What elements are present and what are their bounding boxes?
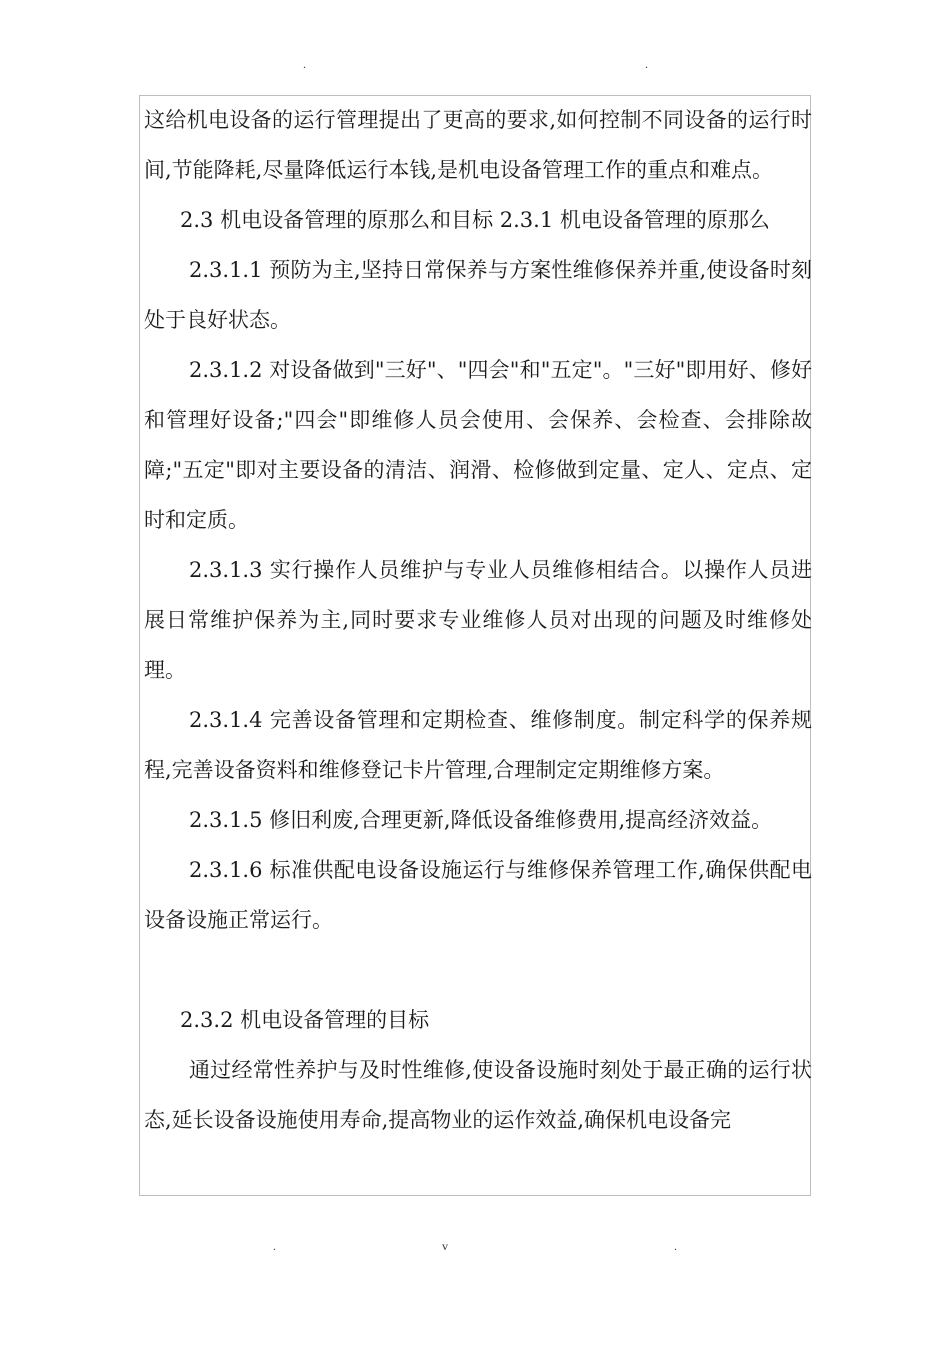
header-mark-left: . (303, 57, 306, 71)
footer-mark-left: . (273, 1239, 276, 1253)
section-heading-2-3: 2.3 机电设备管理的原那么和目标 2.3.1 机电设备管理的原那么 (180, 208, 770, 232)
paragraph-2-3-1-6: 2.3.1.6 标准供配电设备设施运行与维修保养管理工作,确保供配电设备设施正常运行。 (144, 858, 812, 932)
paragraph-2-3-1-1: 2.3.1.1 预防为主,坚持日常保养与方案性维修保养并重,使设备时刻处于良好状态。 (144, 258, 812, 332)
paragraph-2-3-1-2: 2.3.1.2 对设备做到"三好"、"四会"和"五定"。"三好"即用好、修好和管理好设备;"四会"即维修人员会使用、会保养、会检查、会排除故障;"五定"即对主要设备的清洁、润滑、检修做到定量、定人、定点、定时和定质。 (144, 358, 812, 532)
paragraph-2-3-1-3: 2.3.1.3 实行操作人员维护与专业人员维修相结合。以操作人员进展日常维护保养为主,同时要求专业维修人员对出现的问题及时维修处理。 (144, 558, 812, 682)
section-heading-2-3-2: 2.3.2 机电设备管理的目标 (180, 1008, 430, 1032)
paragraph-targets: 通过经常性养护与及时性维修,使设备设施时刻处于最正确的运行状态,延长设备设施使用寿命,提高物业的运作效益,确保机电设备完 (144, 1058, 812, 1132)
paragraph-intro: 这给机电设备的运行管理提出了更高的要求,如何控制不同设备的运行时间,节能降耗,尽量降低运行本钱,是机电设备管理工作的重点和难点。 (144, 108, 812, 182)
footer-mark-right: . (674, 1239, 677, 1253)
paragraph-2-3-1-5: 2.3.1.5 修旧利废,合理更新,降低设备维修费用,提高经济效益。 (189, 808, 773, 832)
header-mark-right: . (645, 57, 648, 71)
blank-line (144, 945, 812, 995)
paragraph-2-3-1-4: 2.3.1.4 完善设备管理和定期检查、维修制度。制定科学的保养规程,完善设备资料和维修登记卡片管理,合理制定定期维修方案。 (144, 708, 812, 782)
footer-page-marker: v (442, 1239, 448, 1253)
document-body (144, 95, 812, 1145)
